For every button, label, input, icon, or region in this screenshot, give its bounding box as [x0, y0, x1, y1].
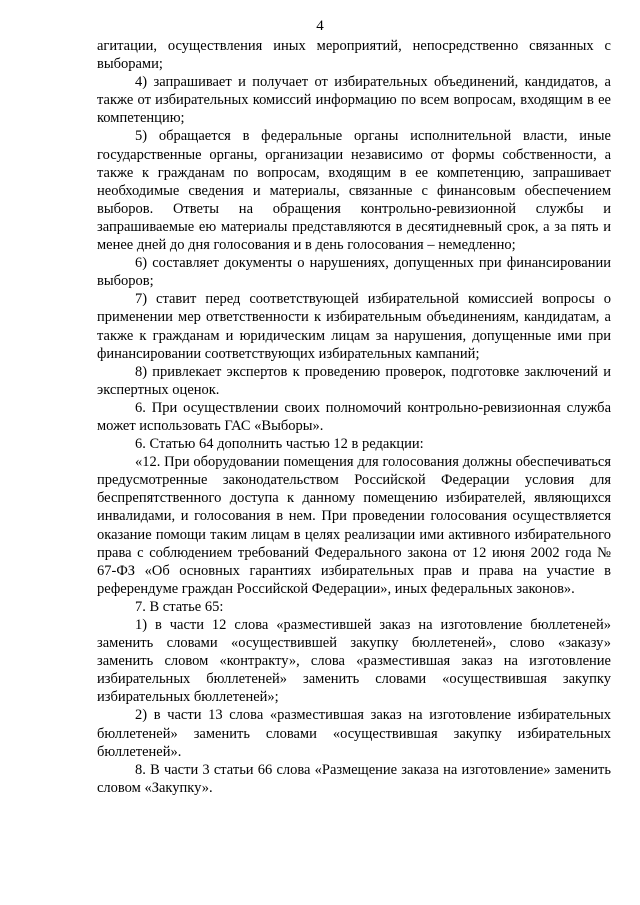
paragraph-item-6: 6) составляет документы о нарушениях, допущенных при финансировании выборов;: [97, 255, 611, 290]
paragraph-amendment-6: 6. Статью 64 дополнить частью 12 в редакции:: [135, 436, 424, 453]
paragraph-item-8: 8) привлекает экспертов к проведению проверок, подготовке заключений и экспертных оценок.: [97, 363, 611, 398]
paragraph-item-5: 5) обращается в федеральные органы исполнительной власти, иные государственные органы, организации независимо от формы собственности, а также к гражданам по вопросам, входящим в ее компетенцию, запрашивает необходимые сведения и материалы, связанные с финансовым обеспечением выборов. Ответы на обращения контрольно-ревизионной службы и запрашиваемые ею материалы представляются в десятидневный срок, а за пять и менее дней до дня голосования и в день голосования – немедленно;: [97, 128, 611, 254]
paragraph-item-4: 4) запрашивает и получает от избирательных объединений, кандидатов, а также от избирательных комиссий информацию по всем вопросам, входящим в ее компетенцию;: [97, 74, 611, 127]
paragraph-article-65-item-1: 1) в части 12 слова «разместившей заказ на изготовление бюллетеней» заменить словами «осуществившей закупку бюллетеней», слово «заказу» заменить словом «контракту», слова «разместившая заказ на изготовление избирательных бюллетеней» заменить словами «осуществившая закупку избирательных бюллетеней»;: [97, 617, 611, 706]
document-body: [97, 37, 611, 797]
paragraph-continuation: агитации, осуществления иных мероприятий, непосредственно связанных с выборами;: [97, 38, 611, 73]
paragraph-amendment-8: 8. В части 3 статьи 66 слова «Размещение заказа на изготовление» заменить словом «Закупку».: [97, 761, 611, 796]
paragraph-article-65-item-2: 2) в части 13 слова «разместившая заказ на изготовление избирательных бюллетеней» заменить словами «осуществившая закупку избирательных бюллетеней».: [97, 707, 611, 760]
paragraph-part-6: 6. При осуществлении своих полномочий контрольно-ревизионная служба может использовать ГАС «Выборы».: [97, 399, 611, 434]
paragraph-item-7: 7) ставит перед соответствующей избирательной комиссией вопросы о применении мер ответственности к избирательным объединениям, кандидатам, а также к гражданам и юридическим лицам за нарушения, допущенные ими при финансировании соответствующих избирательных кампаний;: [97, 291, 611, 362]
paragraph-article-64-part-12: «12. При оборудовании помещения для голосования должны обеспечиваться предусмотренные законодательством Российской Федерации условия для беспрепятственного доступа к данному помещению избирателей, являющихся инвалидами, и голосования в нем. При проведении голосования осуществляется оказание помощи таким лицам в целях реализации ими активного избирательного права с соблюдением требований Федерального закона от 12 июня 2002 года № 67-ФЗ «Об основных гарантиях избирательных прав и права на участие в референдуме граждан Российской Федерации», иных федеральных законов».: [97, 454, 611, 597]
paragraph-amendment-7: 7. В статье 65:: [135, 598, 224, 615]
page-number: 4: [316, 18, 324, 34]
